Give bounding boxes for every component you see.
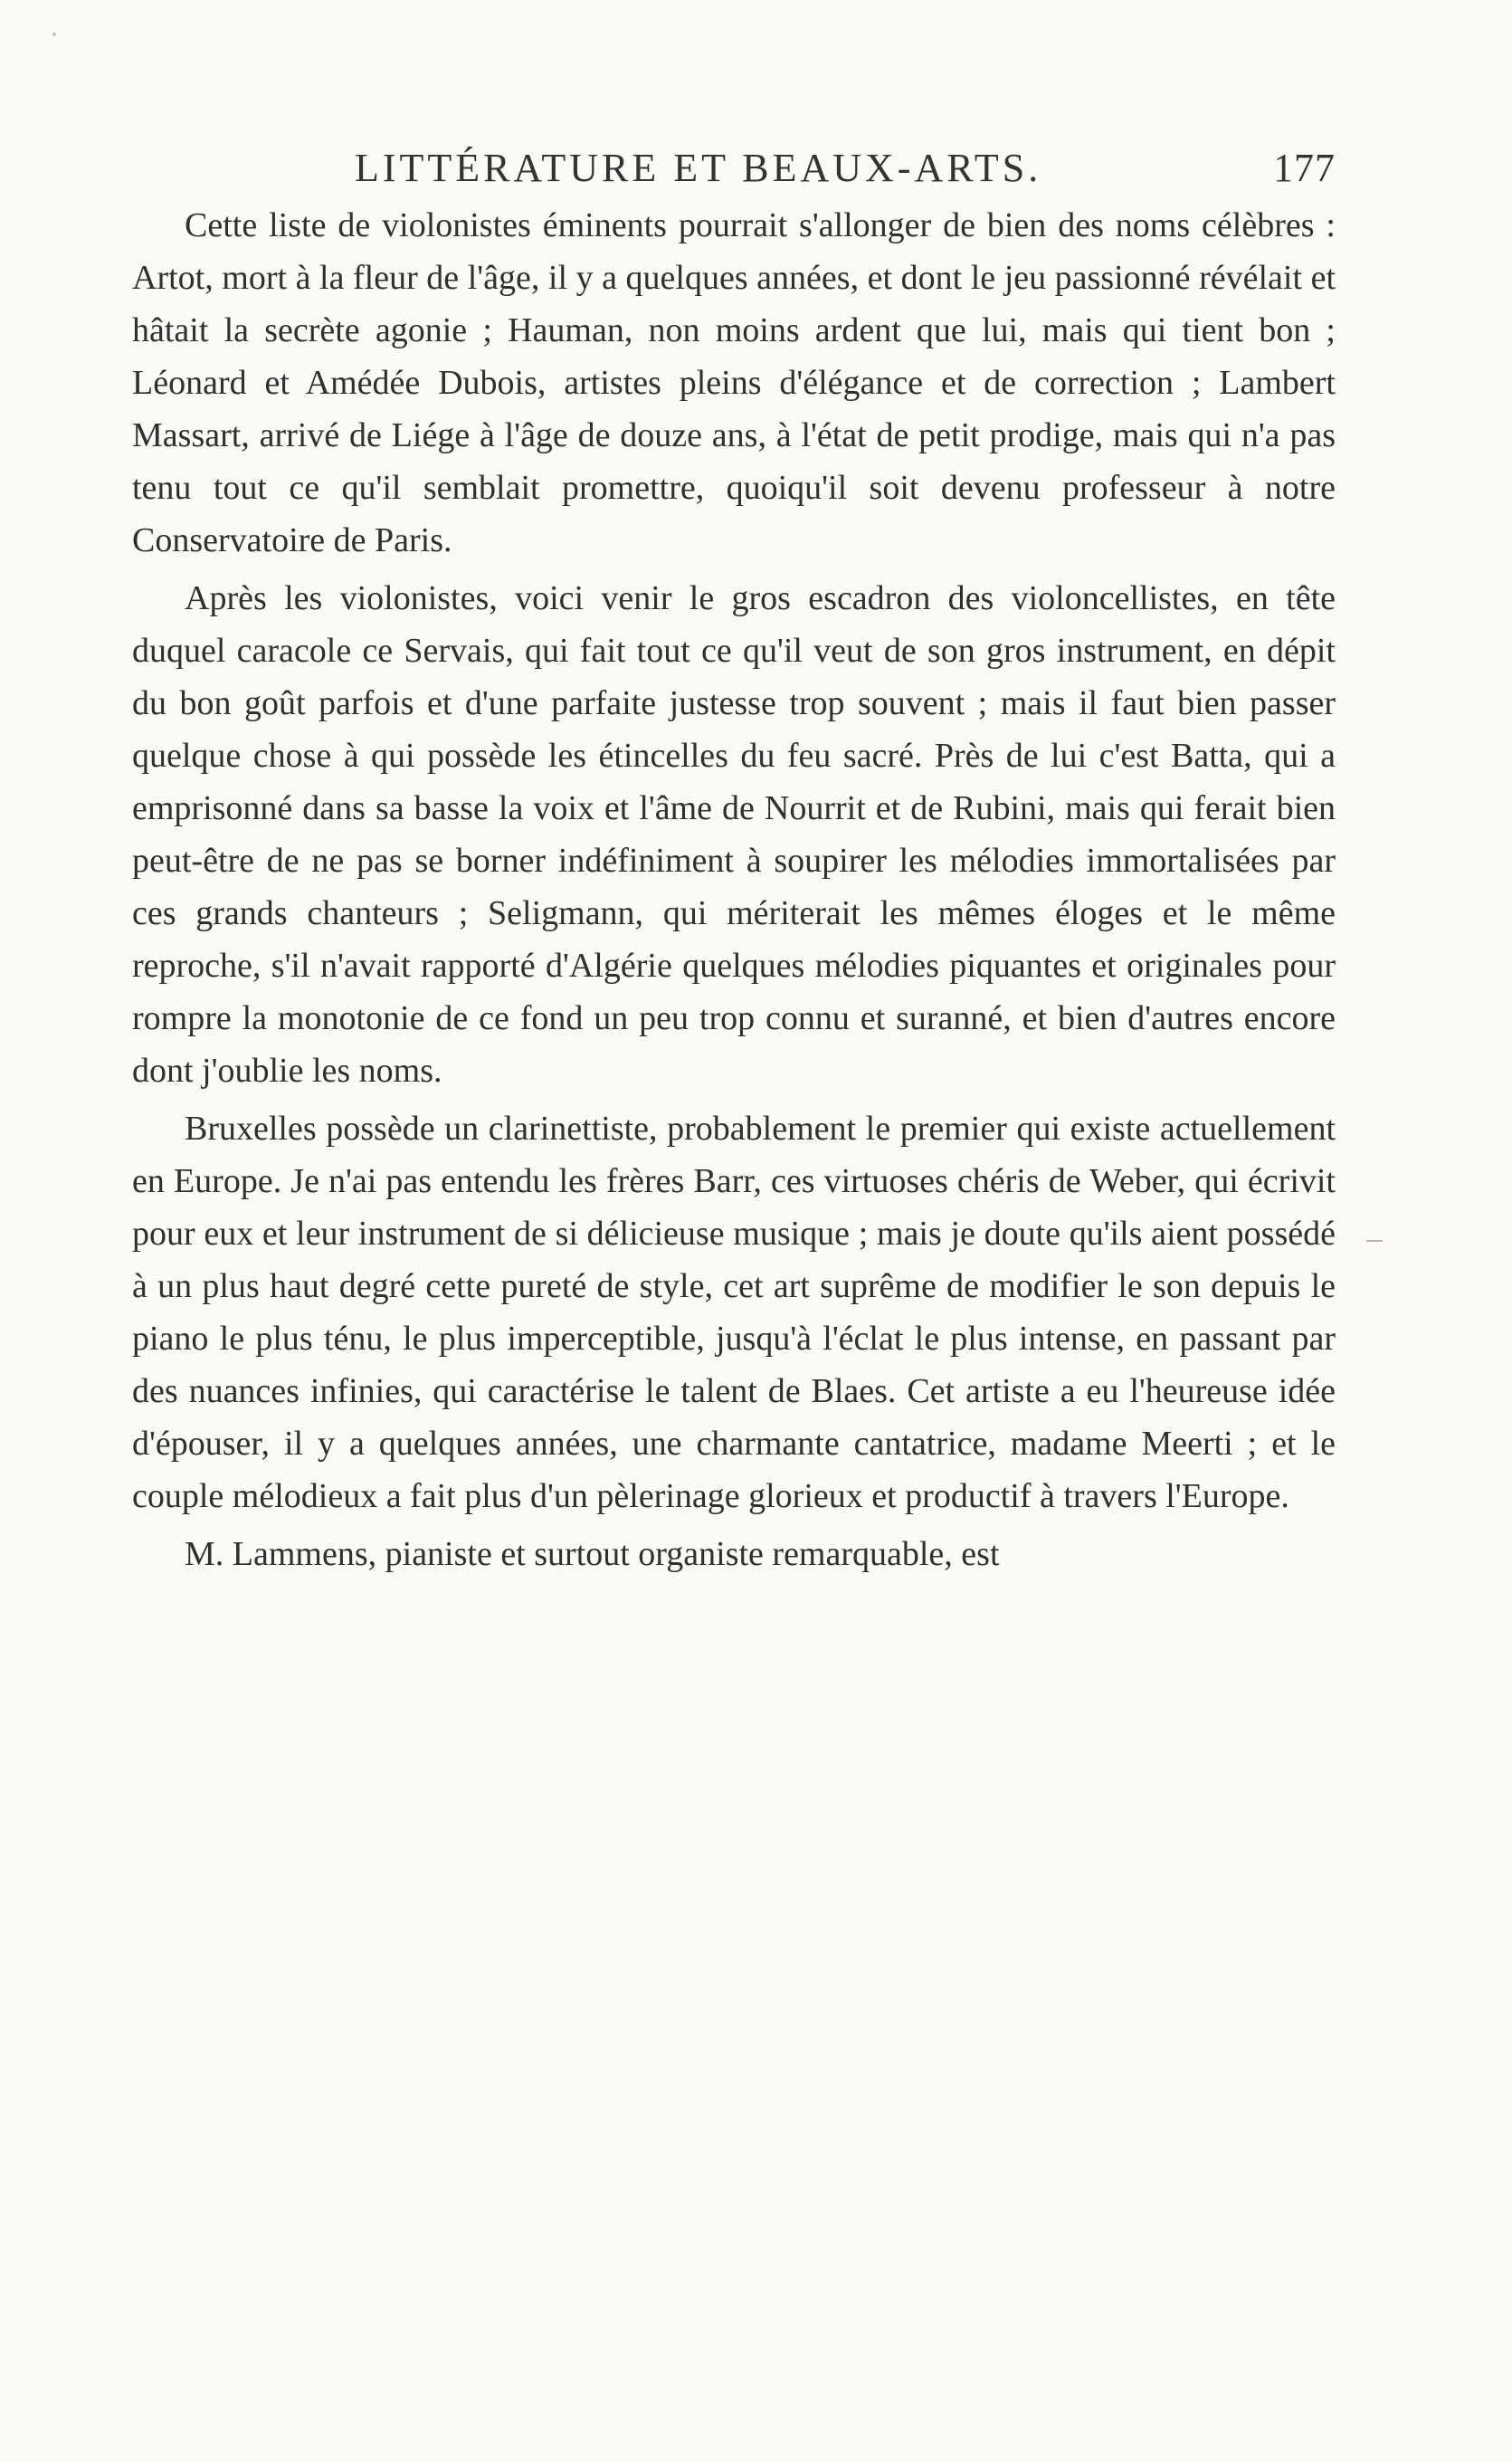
page-number: 177	[1273, 146, 1336, 190]
paper-speck	[52, 33, 56, 36]
paragraph-clarinettist: Bruxelles possède un clarinettiste, probablement le premier qui existe actuellement en Europe. Je n'ai pas entendu les frères Barr, ces virtuoses chéris de Weber, qui écrivit pour eux et leur instrument de si délicieuse musique ; mais je doute qu'ils aient possédé à un plus haut degré cette pureté de style, cet art suprême de modifier le son depuis le piano le plus ténu, le plus imperceptible, jusqu'à l'éclat le plus intense, en passant par des nuances infinies, qui caractérise le talent de Blaes. Cet artiste a eu l'heureuse idée d'épouser, il y a quelques années, une charmante cantatrice, madame Meerti ; et le couple mélodieux a fait plus d'un pèlerinage glorieux et productif à travers l'Europe.	[132, 1110, 1336, 1515]
paragraph-violinists: Cette liste de violonistes éminents pourrait s'allonger de bien des noms célèbres : Artot, mort à la fleur de l'âge, il y a quelques années, et dont le jeu passionné révélait et hâtait la secrète agonie ; Hauman, non moins ardent que lui, mais qui tient bon ; Léonard et Amédée Dubois, artistes pleins d'élégance et de correction ; Lambert Massart, arrivé de Liége à l'âge de douze ans, à l'état de petit prodige, mais qui n'a pas tenu tout ce qu'il semblait promettre, quoiqu'il soit devenu professeur à notre Conservatoire de Paris.	[132, 206, 1336, 559]
body-text	[132, 199, 1336, 1580]
paragraph-cellists: Après les violonistes, voici venir le gros escadron des violoncellistes, en tête duquel caracole ce Servais, qui fait tout ce qu'il veut de son gros instrument, en dépit du bon goût parfois et d'une parfaite justesse trop souvent ; mais il faut bien passer quelque chose à qui possède les étincelles du feu sacré. Près de lui c'est Batta, qui a emprisonné dans sa basse la voix et l'âme de Nourrit et de Rubini, mais qui ferait bien peut-être de ne pas se borner indéfiniment à soupirer les mélodies immortalisées par ces grands chanteurs ; Seligmann, qui mériterait les mêmes éloges et le même reproche, s'il n'avait rapporté d'Algérie quelques mélodies piquantes et originales pour rompre la monotonie de ce fond un peu trop connu et suranné, et bien d'autres encore dont j'oublie les noms.	[132, 579, 1336, 1090]
running-title: LITTÉRATURE ET BEAUX-ARTS.	[355, 146, 1042, 190]
running-header	[132, 136, 1336, 199]
margin-mark	[1366, 1240, 1383, 1242]
paragraph-lammens: M. Lammens, pianiste et surtout organiste remarquable, est	[185, 1535, 1000, 1573]
book-page	[132, 136, 1336, 1580]
